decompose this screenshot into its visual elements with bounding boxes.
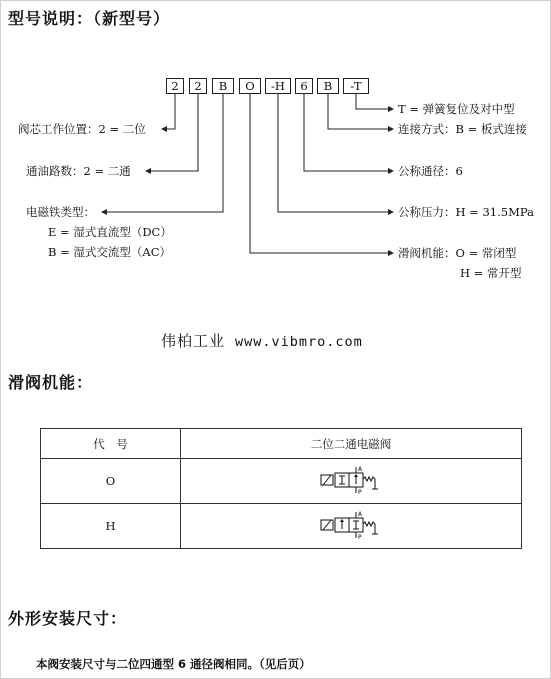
row-symbol-h [181,504,522,549]
arrow-position [161,126,167,132]
row-code-o: O [41,459,181,504]
leader-connection [328,94,388,129]
arrow-passages [145,168,151,174]
code-box-slide-function: O [239,78,261,94]
leader-pressure [278,94,388,212]
label-solenoid-type: 电磁铁类型： [26,205,95,219]
slide-function-heading: 滑阀机能： [8,373,94,392]
watermark-company: 伟柏工业 [161,332,226,350]
arrow-solenoid [101,209,107,215]
code-box-spring: -T [343,78,369,94]
label-spring-return: T = 弹簧复位及对中型 [398,102,515,116]
label-slide-function: 滑阀机能：O = 常闭型 [398,246,517,260]
label-nominal-pressure: 公称压力：H = 31.5MPa [398,205,534,219]
dimensions-heading: 外形安装尺寸： [8,609,128,628]
leader-slide-function [250,94,388,253]
installation-note: 本阀安装尺寸与二位四通型 6 通径阀相同。（见后页） [36,657,311,671]
arrow-slide-function [388,250,394,256]
row-symbol-o [181,459,522,504]
code-box-connection: B [317,78,339,94]
label-spool-position: 阀芯工作位置：2 = 二位 [18,122,146,136]
arrow-spring [388,106,394,112]
arrow-connection [388,126,394,132]
port-p-label: P [358,533,362,540]
code-box-solenoid: B [212,78,234,94]
label-slide-function-h: H = 常开型 [460,266,522,280]
label-solenoid-b: B = 湿式交流型（AC） [48,245,172,259]
label-connection: 连接方式：B = 板式连接 [398,122,527,136]
table-row [41,459,522,504]
label-solenoid-e: E = 湿式直流型（DC） [48,225,172,239]
slide-function-table [40,428,522,549]
leader-spring [356,94,388,109]
arrow-pressure [388,209,394,215]
header-valve: 二位二通电磁阀 [181,429,522,459]
port-p-label: P [358,488,362,495]
leader-solenoid [107,94,223,212]
port-a-label: A [358,510,363,518]
label-nominal-size: 公称通径：6 [398,164,463,178]
label-oil-passages: 通油路数：2 = 二通 [26,164,131,178]
table-row [41,504,522,549]
code-box-passages: 2 [189,78,207,94]
row-code-h: H [41,504,181,549]
port-a-label: A [358,465,363,473]
normally-open-valve-symbol [319,510,383,540]
normally-closed-valve-symbol [319,465,383,495]
header-code: 代 号 [41,429,181,459]
code-box-position: 2 [166,78,184,94]
watermark [161,330,363,351]
model-heading: 型号说明：（新型号） [8,9,171,28]
arrow-size [388,168,394,174]
leader-position [167,94,175,129]
code-box-size: 6 [295,78,313,94]
leader-size [304,94,388,171]
code-box-pressure: -H [265,78,291,94]
table-header-row [41,429,522,459]
watermark-url: www.vibmro.com [235,334,363,350]
